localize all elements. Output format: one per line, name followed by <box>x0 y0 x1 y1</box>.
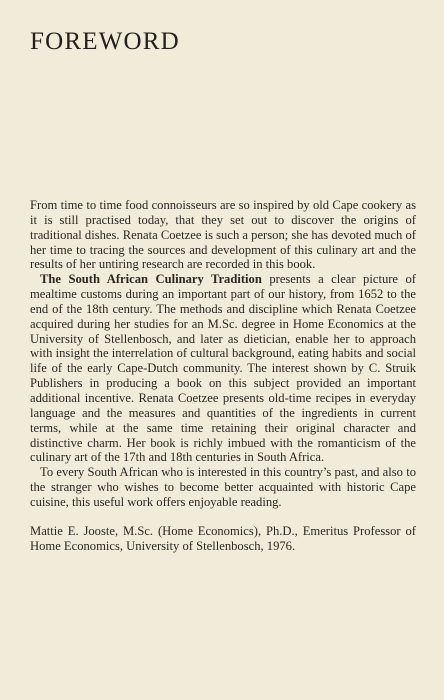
foreword-body <box>30 198 416 553</box>
paragraph-book-description <box>30 272 416 465</box>
author-signature: Mattie E. Jooste, M.Sc. (Home Economics), Ph.D., Emeritus Professor of Home Economics, University of Stellenbosch, 1976. <box>30 523 416 553</box>
page-title: FOREWORD <box>30 28 180 55</box>
paragraph-closing: To every South African who is interested in this country’s past, and also to the stranger who wishes to become better acquainted with historic Cape cuisine, this useful work offers enjoyable reading. <box>30 465 416 509</box>
paragraph-intro: From time to time food connoisseurs are so inspired by old Cape cookery as it is still practised today, that they set out to discover the origins of traditional dishes. Renata Coetzee is such a person; she has devoted much of her time to tracing the sources and development of this culinary art and the results of her untiring research are recorded in this book. <box>30 198 416 272</box>
paragraph-book-description-text: presents a clear picture of mealtime customs during an important part of our history, from 1652 to the end of the 18th century. The methods and discipline which Renata Coetzee acquired during her studies for an M.Sc. degree in Home Economics at the University of Stellenbosch, and later as dietician, enable her to approach with insight the interrelation of cultural background, eating habits and social life of the early Cape-Dutch community. The interest shown by C. Struik Publishers in producing a book on this subject provided an important additional incentive. Renata Coetzee presents old-time recipes in everyday language and the measures and quantities of the ingredients in current terms, while at the same time retaining their original character and distinctive charm. Her book is richly imbued with the romanticism of the culinary art of the 17th and 18th centuries in South Africa. <box>30 272 416 465</box>
book-title: The South African Culinary Tradition <box>40 272 262 287</box>
